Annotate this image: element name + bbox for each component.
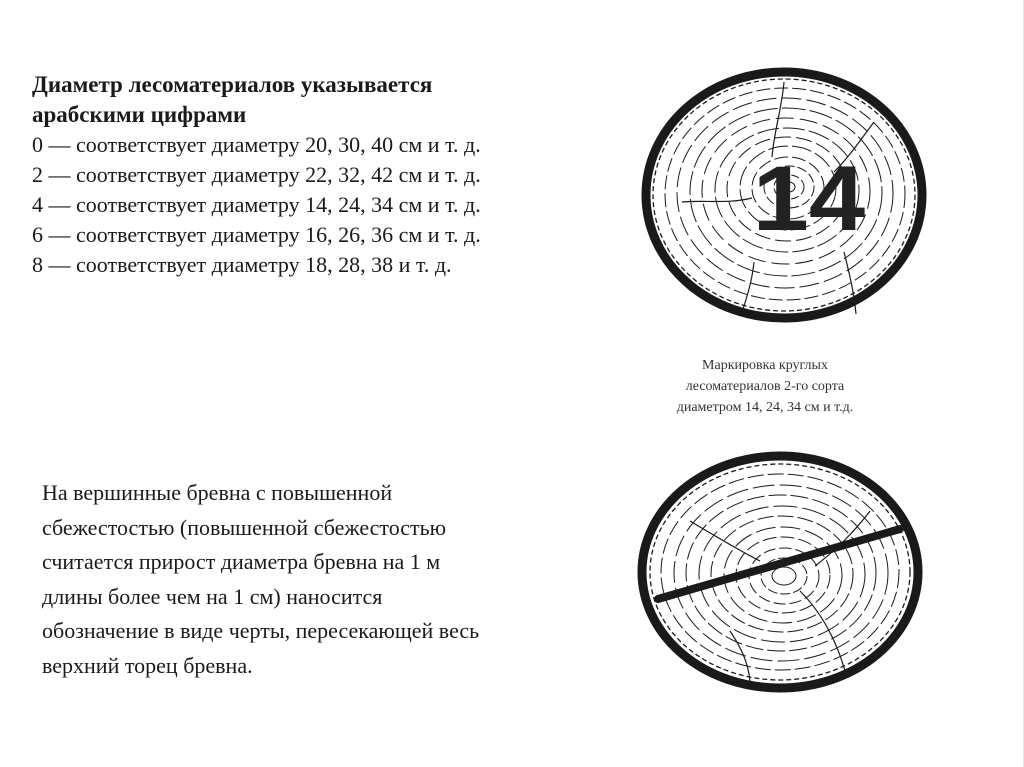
log-end-with-line-illustration bbox=[630, 441, 930, 703]
taper-paragraph bbox=[42, 476, 622, 683]
log-end-marked-14-illustration bbox=[634, 62, 934, 334]
para-line-5: обозначение в виде черты, пересекающей весь bbox=[42, 618, 480, 643]
figure-caption bbox=[640, 355, 890, 418]
caption-line-3: диаметром 14, 24, 34 см и т.д. bbox=[676, 400, 854, 415]
rule-2: 2 — соответствует диаметру 22, 32, 42 см и т. д. bbox=[32, 162, 481, 187]
heading-line-2: арабскими цифрами bbox=[32, 102, 247, 127]
log-end-marking-14: 14 bbox=[752, 147, 866, 250]
heading-line-1: Диаметр лесоматериалов указывается bbox=[32, 72, 433, 97]
rule-0: 0 — соответствует диаметру 20, 30, 40 см и т. д. bbox=[32, 132, 481, 157]
para-line-3: считается прирост диаметра бревна на 1 м bbox=[42, 549, 441, 574]
caption-line-1: Маркировка круглых bbox=[702, 358, 828, 373]
para-line-2: сбежестостью (повышенной сбежестостью bbox=[42, 514, 447, 540]
diameter-rules-block bbox=[32, 70, 632, 280]
para-line-4: длины более чем на 1 см) наносится bbox=[42, 583, 383, 609]
para-line-1: На вершинные бревна с повышенной bbox=[42, 480, 393, 505]
rule-6: 6 — соответствует диаметру 16, 26, 36 см и т. д. bbox=[32, 222, 481, 247]
rule-4: 4 — соответствует диаметру 14, 24, 34 см и т. д. bbox=[32, 192, 481, 217]
rule-8: 8 — соответствует диаметру 18, 28, 38 и т. д. bbox=[32, 252, 452, 277]
para-line-6: верхний торец бревна. bbox=[42, 652, 253, 678]
caption-line-2: лесоматериалов 2-го сорта bbox=[685, 379, 845, 394]
